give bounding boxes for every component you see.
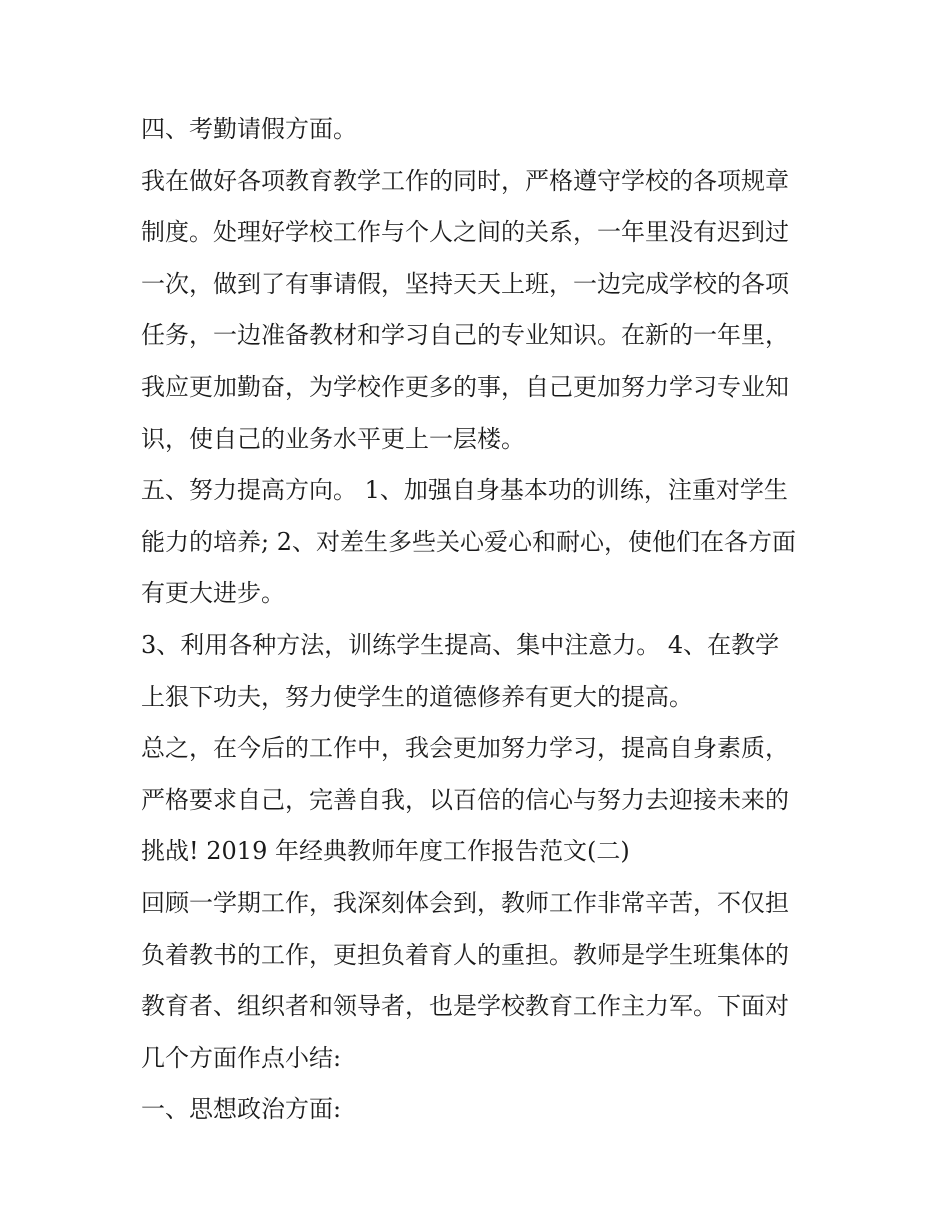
paragraph-improvement-items <box>141 620 821 723</box>
text-line: 几个方面作点小结: <box>141 1043 342 1072</box>
text-line: 上狠下功夫，努力使学生的道德修养有更大的提高。 <box>141 682 693 711</box>
text-line: 五、努力提高方向。 1、加强自身基本功的训练，注重对学生 <box>141 476 788 505</box>
text-line: 总之，在今后的工作中，我会更加努力学习，提高自身素质， <box>141 734 789 763</box>
text-line: 有更大进步。 <box>141 579 285 608</box>
text-line: 我在做好各项教育教学工作的同时，严格遵守学校的各项规章 <box>141 166 789 195</box>
text-line: 能力的培养; 2、对差生多些关心爱心和耐心，使他们在各方面 <box>141 527 796 556</box>
text-line: 回顾一学期工作，我深刻体会到，教师工作非常辛苦，不仅担 <box>141 888 789 917</box>
text-line: 任务，一边准备教材和学习自己的专业知识。在新的一年里， <box>141 321 789 350</box>
paragraph-conclusion <box>141 723 821 878</box>
text-line: 制度。处理好学校工作与个人之间的关系，一年里没有迟到过 <box>141 218 789 247</box>
text-line: 一、思想政治方面: <box>141 1095 342 1124</box>
text-line: 四、考勤请假方面。 <box>141 115 357 143</box>
text-line: 严格要求自己，完善自我，以百倍的信心与努力去迎接未来的 <box>141 785 789 814</box>
paragraph-attendance-body <box>141 156 821 466</box>
text-line: 我应更加勤奋，为学校作更多的事，自己更加努力学习专业知 <box>141 372 789 401</box>
paragraph-review <box>141 878 821 1084</box>
text-line: 一次，做到了有事请假，坚持天天上班，一边完成学校的各项 <box>141 269 789 298</box>
paragraph-political-heading <box>141 1084 821 1136</box>
text-line: 教育者、组织者和领导者，也是学校教育工作主力军。下面对 <box>141 992 789 1021</box>
paragraph-attendance-heading <box>141 104 821 156</box>
text-line: 3、利用各种方法，训练学生提高、集中注意力。 4、在教学 <box>141 630 780 659</box>
text-line: 挑战! 2019 年经典教师年度工作报告范文(二) <box>141 837 630 866</box>
document-body <box>141 104 821 1136</box>
text-line: 负着教书的工作，更担负着育人的重担。教师是学生班集体的 <box>141 940 789 969</box>
text-line: 识，使自己的业务水平更上一层楼。 <box>141 424 525 453</box>
paragraph-improvement-direction <box>141 465 821 620</box>
